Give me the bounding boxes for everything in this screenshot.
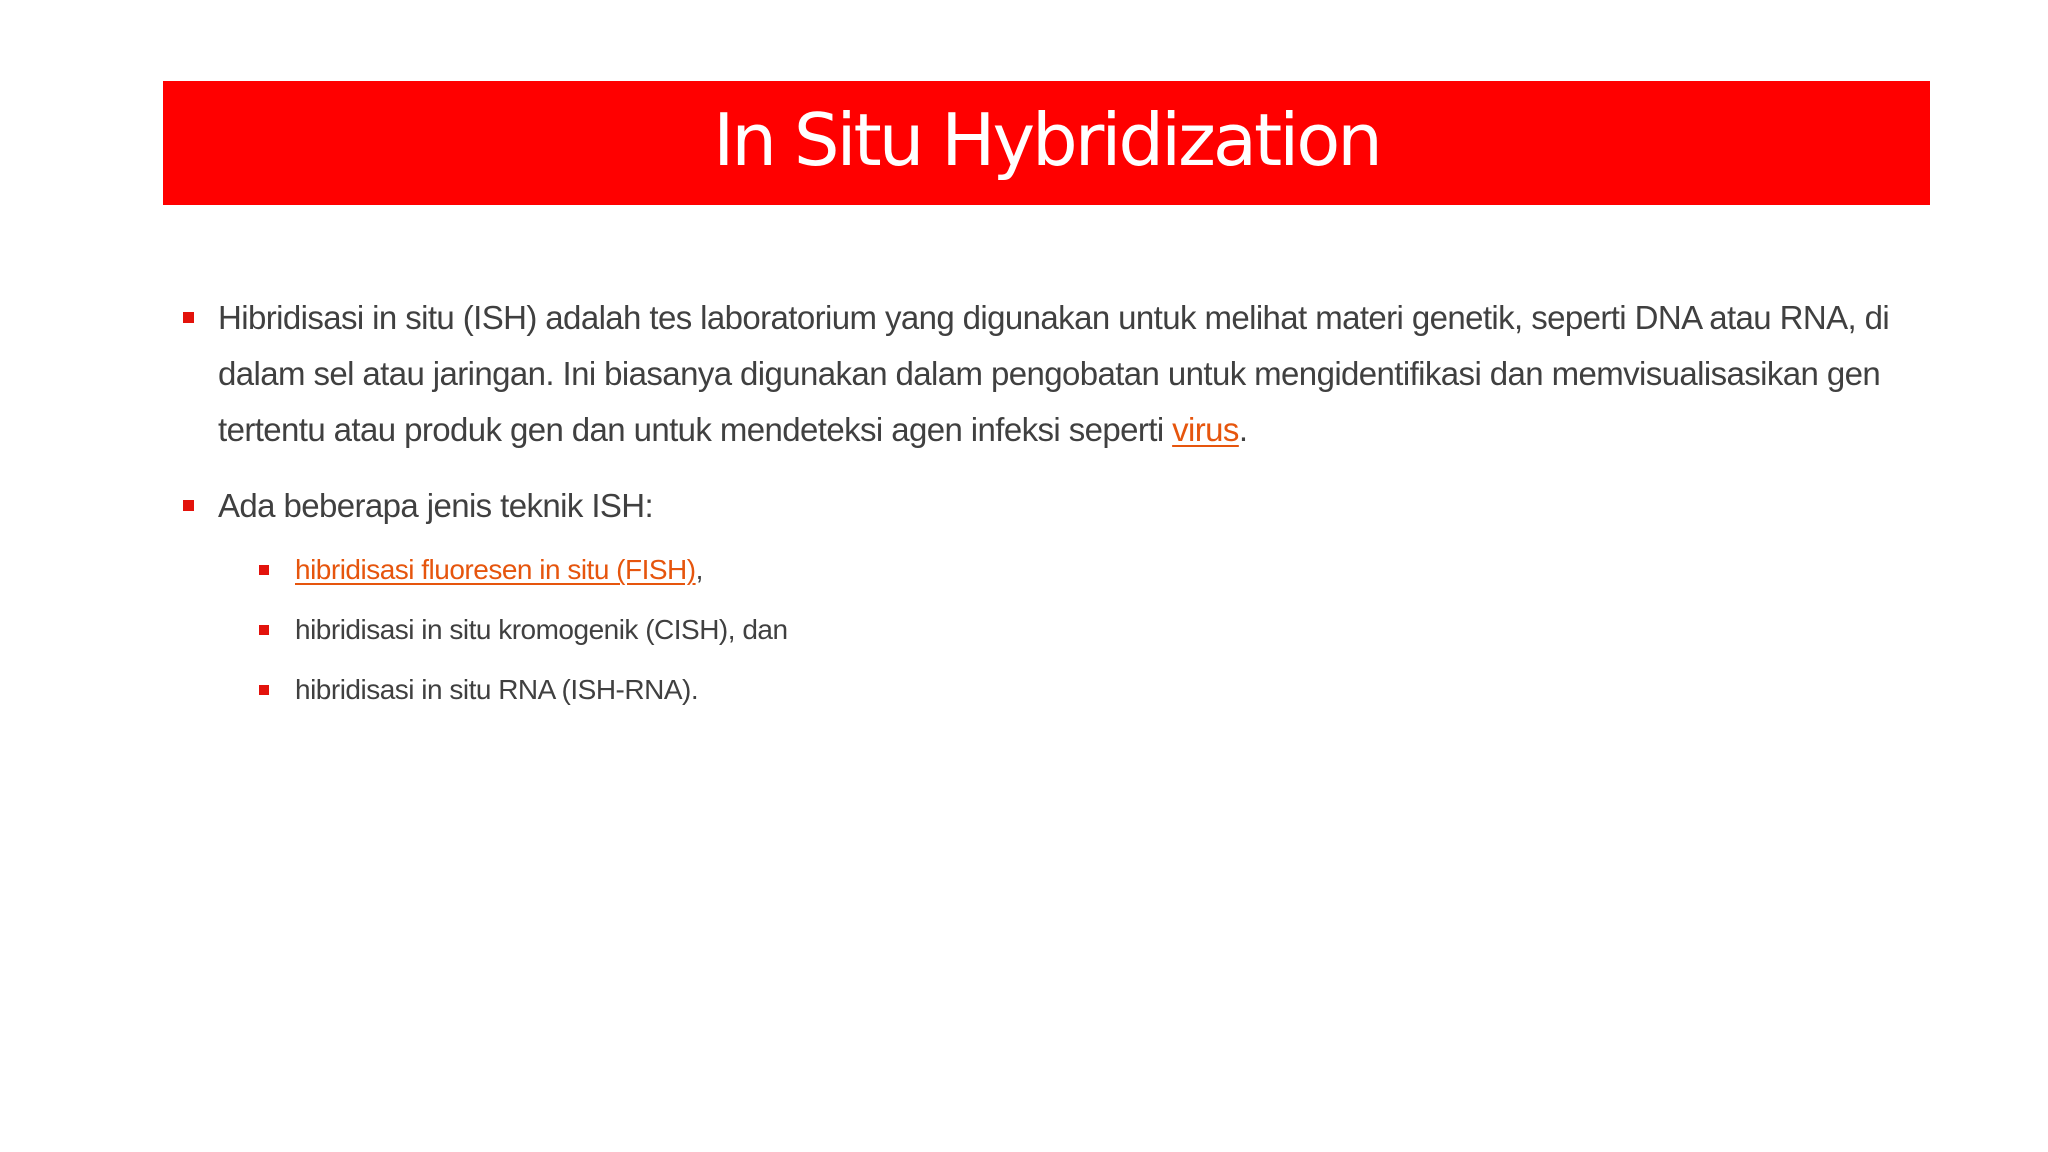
sub-item-text-end: , (695, 554, 703, 585)
slide-body (180, 290, 1900, 720)
fish-link[interactable]: hibridisasi fluoresen in situ (FISH) (295, 554, 696, 585)
slide-title: In Situ Hybridization (713, 98, 1380, 182)
square-bullet-icon (259, 625, 269, 635)
virus-link[interactable]: virus (1172, 411, 1239, 448)
sub-item-fish (257, 540, 1900, 600)
square-bullet-icon (183, 500, 194, 511)
bullet-text-end: . (1238, 411, 1248, 448)
sub-item-ish-rna (257, 660, 1900, 720)
square-bullet-icon (259, 685, 269, 695)
bullet-text: Hibridisasi in situ (ISH) adalah tes laboratorium yang digunakan untuk melihat materi genetik, seperti DNA atau RNA, di dalam sel atau jaringan. Ini biasanya digunakan dalam pengobatan untuk mengidentifikasi dan memvisualisasikan gen tertentu atau produk gen dan untuk mendeteksi agen infeksi seperti (218, 299, 1890, 448)
sub-item-text: hibridisasi in situ RNA (ISH-RNA). (295, 674, 699, 705)
square-bullet-icon (259, 565, 269, 575)
bullet-ish-types (180, 478, 1900, 534)
square-bullet-icon (183, 312, 194, 323)
sub-item-text: hibridisasi in situ kromogenik (CISH), dan (295, 614, 788, 645)
bullet-ish-definition (180, 290, 1900, 458)
sub-item-cish (257, 600, 1900, 660)
title-bar (163, 81, 1930, 205)
bullet-text: Ada beberapa jenis teknik ISH: (218, 487, 654, 524)
ish-types-list (180, 540, 1900, 720)
